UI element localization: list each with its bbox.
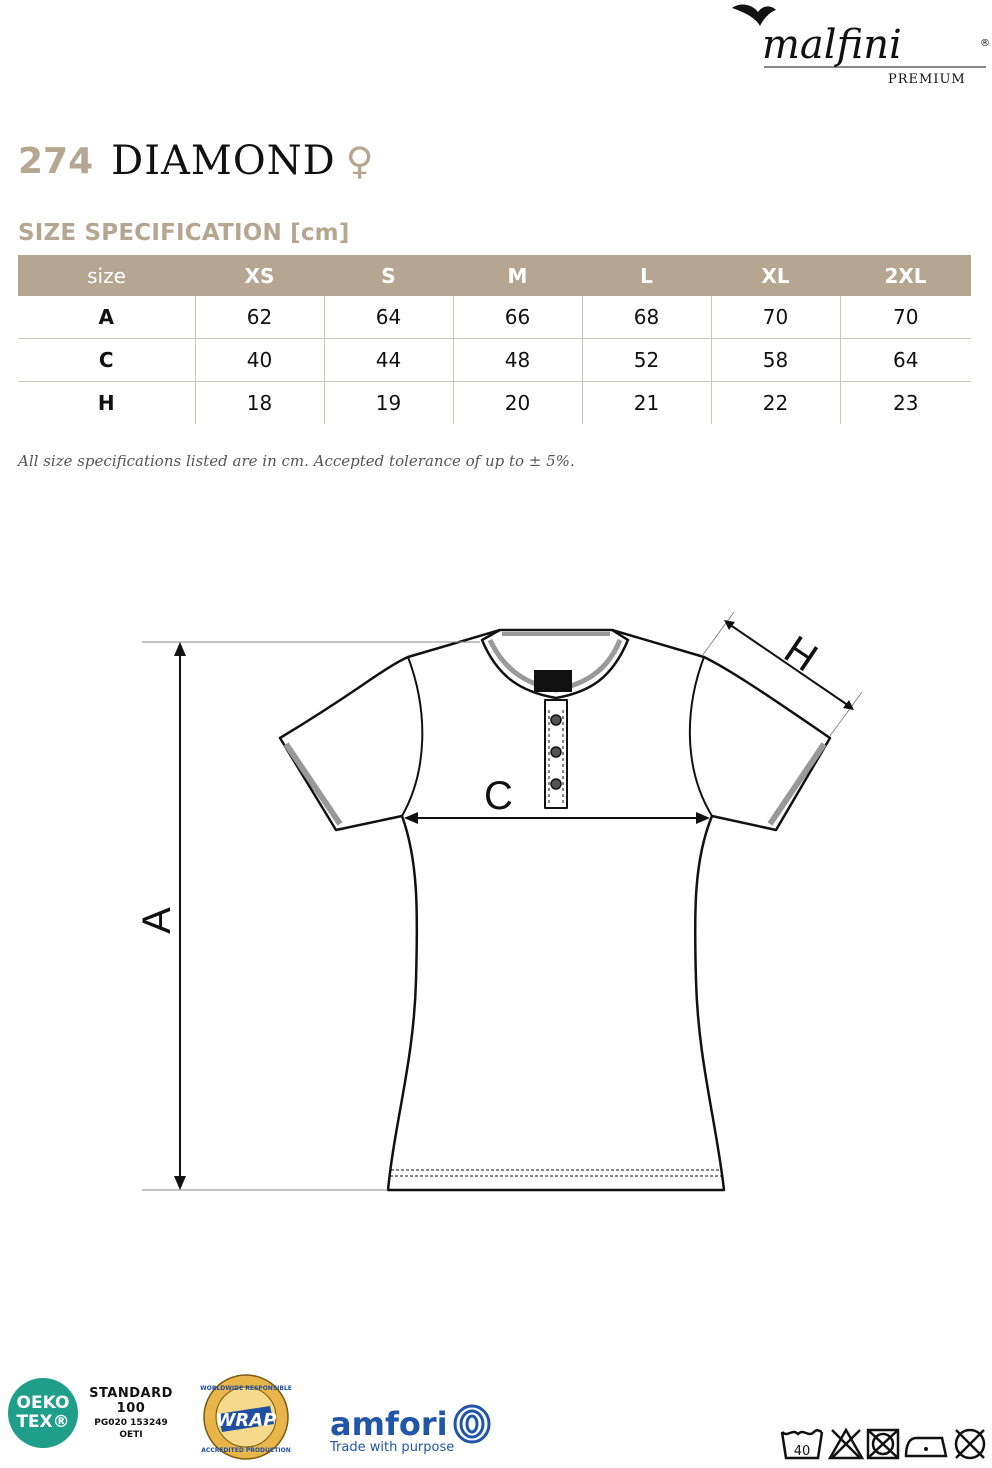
table-cell: 64 [840, 339, 971, 382]
row-label: C [18, 339, 195, 382]
female-icon: ♀ [345, 139, 374, 183]
table-cell: 62 [195, 296, 324, 339]
table-cell: 20 [453, 382, 582, 425]
brand-logo [730, 0, 992, 90]
svg-text:WRAP: WRAP [215, 1410, 277, 1431]
table-row [18, 382, 971, 425]
header-cell: L [582, 255, 711, 296]
table-cell: 70 [840, 296, 971, 339]
oeko-standard-text: STANDARD 100 PG020 153249 OETI [89, 1386, 173, 1440]
tolerance-note: All size specifications listed are in cm. Accepted tolerance of up to ± 5%. [18, 452, 575, 470]
product-number: 274 [18, 140, 94, 182]
header-cell: M [453, 255, 582, 296]
wrap-logo [200, 1372, 292, 1462]
header-cell: 2XL [840, 255, 971, 296]
brand-name: malfini [762, 22, 902, 68]
care-symbols [780, 1424, 990, 1464]
header-cell: XS [195, 255, 324, 296]
table-cell: 66 [453, 296, 582, 339]
oeko-tex-logo: OEKO TEX® [8, 1378, 78, 1448]
iron-low-icon [906, 1438, 946, 1456]
table-cell: 64 [324, 296, 453, 339]
header-cell: XL [711, 255, 840, 296]
brand-sub: PREMIUM [888, 72, 966, 87]
svg-text:ACCREDITED PRODUCTION: ACCREDITED PRODUCTION [201, 1447, 291, 1454]
table-cell: 44 [324, 339, 453, 382]
dimension-h-label: H [776, 627, 826, 681]
table-cell: 19 [324, 382, 453, 425]
table-row [18, 296, 971, 339]
table-cell: 18 [195, 382, 324, 425]
row-label: A [18, 296, 195, 339]
table-cell: 22 [711, 382, 840, 425]
product-name: DIAMOND [111, 138, 336, 184]
amfori-logo: amfori Trade with purpose [330, 1404, 492, 1454]
svg-text:40: 40 [793, 1444, 811, 1459]
table-cell: 48 [453, 339, 582, 382]
header-cell: S [324, 255, 453, 296]
shirt-outline [280, 627, 830, 1190]
table-header-row [18, 255, 971, 296]
table-cell: 21 [582, 382, 711, 425]
spec-title: SIZE SPECIFICATION [cm] [18, 220, 350, 246]
dimension-a-label: A [134, 907, 179, 934]
no-bleach-icon [830, 1430, 862, 1458]
product-title [18, 136, 374, 186]
table-cell: 70 [711, 296, 840, 339]
wash-40-icon [782, 1430, 822, 1459]
svg-text:®: ® [980, 38, 990, 49]
table-row [18, 339, 971, 382]
no-tumble-dry-icon [868, 1430, 898, 1458]
amfori-rings-icon [452, 1404, 492, 1444]
garment-diagram [0, 560, 992, 1240]
table-cell: 23 [840, 382, 971, 425]
table-cell: 40 [195, 339, 324, 382]
size-table [18, 255, 971, 424]
svg-text:WORLDWIDE RESPONSIBLE: WORLDWIDE RESPONSIBLE [200, 1385, 292, 1392]
header-cell: size [18, 255, 195, 296]
no-dry-clean-icon [956, 1430, 984, 1458]
table-cell: 68 [582, 296, 711, 339]
table-cell: 52 [582, 339, 711, 382]
dimension-c-label: C [484, 774, 513, 818]
row-label: H [97, 391, 115, 415]
table-cell: 58 [711, 339, 840, 382]
